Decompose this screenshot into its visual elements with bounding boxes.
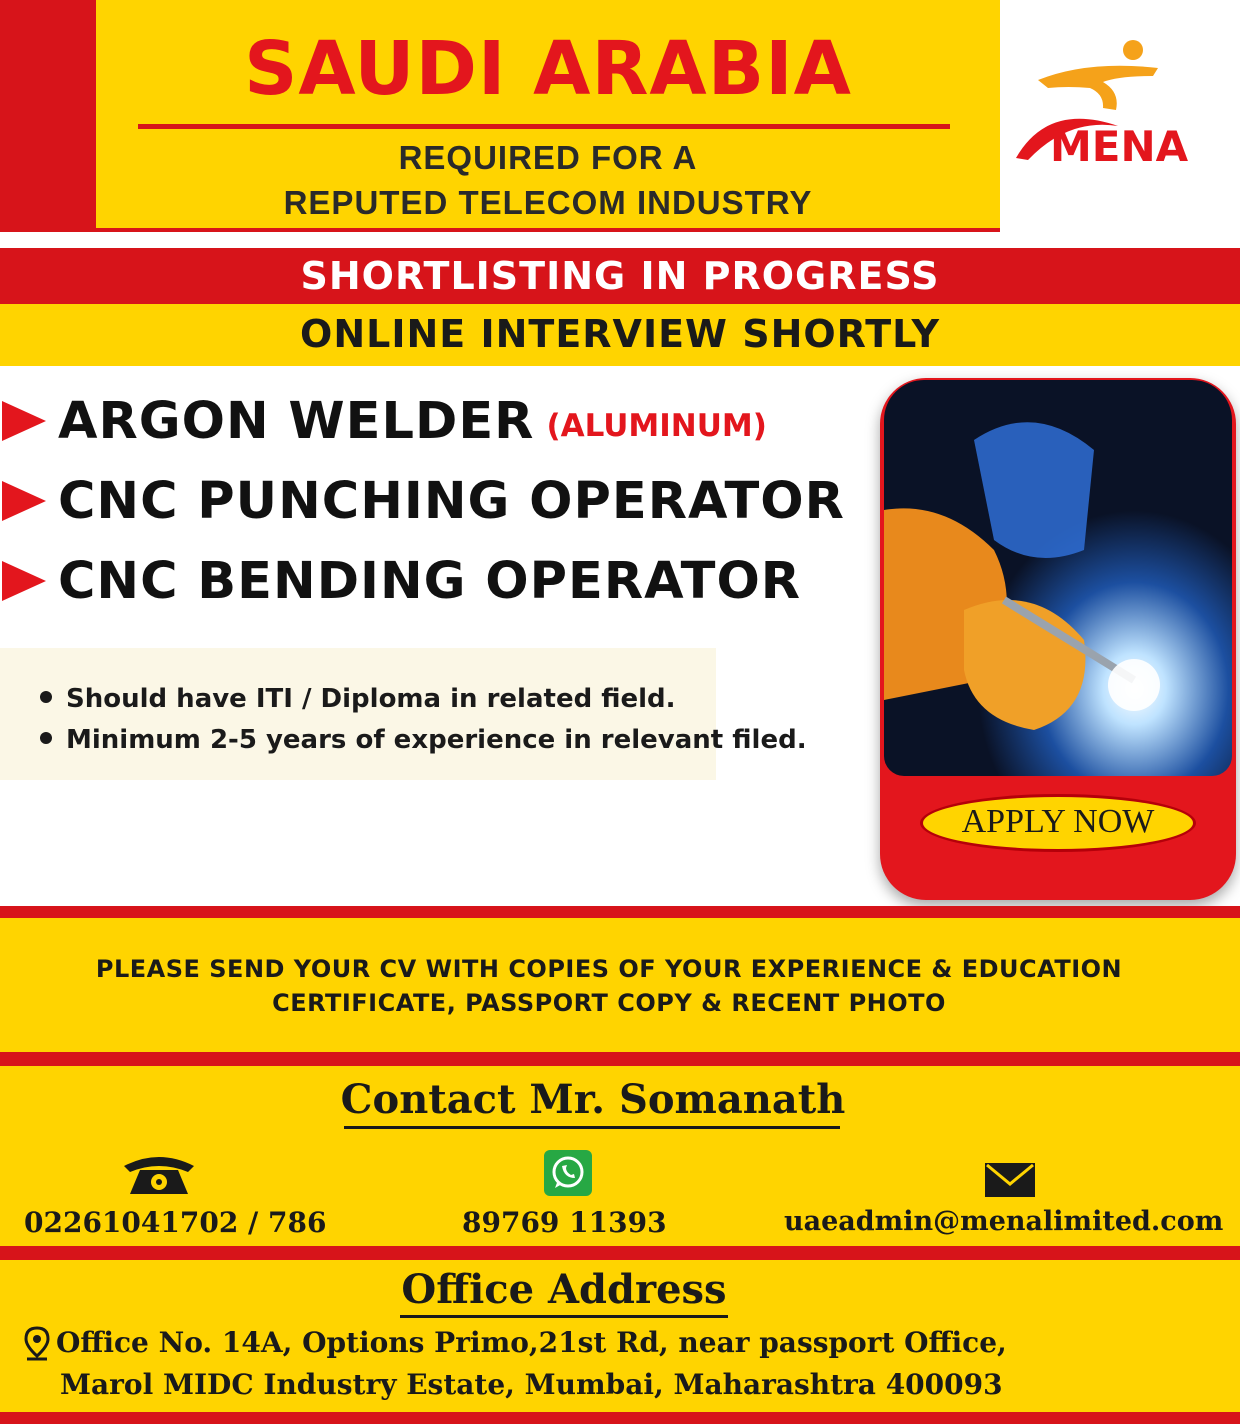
contact-title: Contact Mr. Somanath: [340, 1076, 846, 1123]
requirements-panel: [0, 648, 716, 780]
bullet-icon: [40, 732, 52, 744]
position-note: (ALUMINUM): [546, 408, 767, 444]
apply-now-label[interactable]: APPLY NOW: [961, 803, 1155, 840]
page-title: SAUDI ARABIA: [244, 26, 852, 112]
position-title: ARGON WELDER: [58, 391, 535, 451]
address-top-border: [0, 1246, 1240, 1260]
position-title: CNC BENDING OPERATOR: [58, 551, 802, 611]
cv-bottom-border: [0, 1052, 1240, 1066]
requirement-item: [40, 684, 676, 714]
welder-photo: [884, 380, 1232, 776]
arrow-right-icon: [2, 561, 46, 601]
requirement-text: Should have ITI / Diploma in related field.: [66, 684, 676, 714]
bullet-icon: [40, 691, 52, 703]
location-pin-icon: [24, 1326, 50, 1362]
address-line-1: Office No. 14A, Options Primo,21st Rd, near passport Office,: [56, 1326, 1007, 1359]
cv-note-line-1: PLEASE SEND YOUR CV WITH COPIES OF YOUR EXPERIENCE & EDUCATION: [95, 955, 1123, 983]
whatsapp-icon: [544, 1150, 592, 1196]
address-title-underline: [400, 1315, 728, 1318]
email-address[interactable]: uaeadmin@menalimited.com: [784, 1206, 1224, 1237]
position-title: CNC PUNCHING OPERATOR: [58, 471, 845, 531]
address-line-2: Marol MIDC Industry Estate, Mumbai, Maharashtra 400093: [60, 1368, 1003, 1401]
logo-text: MENA: [1050, 122, 1189, 171]
address-bottom-border: [0, 1412, 1240, 1424]
subtitle-line-1: REQUIRED FOR A: [398, 139, 698, 176]
whatsapp-number[interactable]: 89769 11393: [462, 1206, 667, 1239]
cv-panel: [0, 918, 1240, 1052]
position-item: [0, 546, 801, 616]
logo-head: [1123, 40, 1143, 60]
address-title: Office Address: [401, 1266, 727, 1313]
title-underline: [138, 124, 950, 129]
interview-text: ONLINE INTERVIEW SHORTLY: [300, 312, 940, 356]
header-red-strip: [0, 0, 96, 228]
position-item: [0, 386, 767, 456]
cv-note-line-2: CERTIFICATE, PASSPORT COPY & RECENT PHOTO: [272, 989, 946, 1017]
envelope-icon: [984, 1162, 1036, 1198]
cv-top-border: [0, 906, 1240, 918]
telephone-icon: [118, 1148, 200, 1196]
phone-number[interactable]: 02261041702 / 786: [24, 1206, 327, 1239]
logo-figure: [1038, 66, 1158, 110]
shortlisting-text: SHORTLISTING IN PROGRESS: [300, 254, 940, 298]
arrow-right-icon: [2, 481, 46, 521]
position-item: [0, 466, 845, 536]
requirement-item: [40, 725, 807, 755]
requirement-text: Minimum 2-5 years of experience in relevant filed.: [66, 725, 807, 755]
header-divider: [0, 228, 1000, 232]
welding-spark: [1108, 659, 1160, 711]
contact-title-underline: [344, 1126, 840, 1129]
subtitle-line-2: REPUTED TELECOM INDUSTRY: [283, 184, 813, 221]
arrow-right-icon: [2, 401, 46, 441]
